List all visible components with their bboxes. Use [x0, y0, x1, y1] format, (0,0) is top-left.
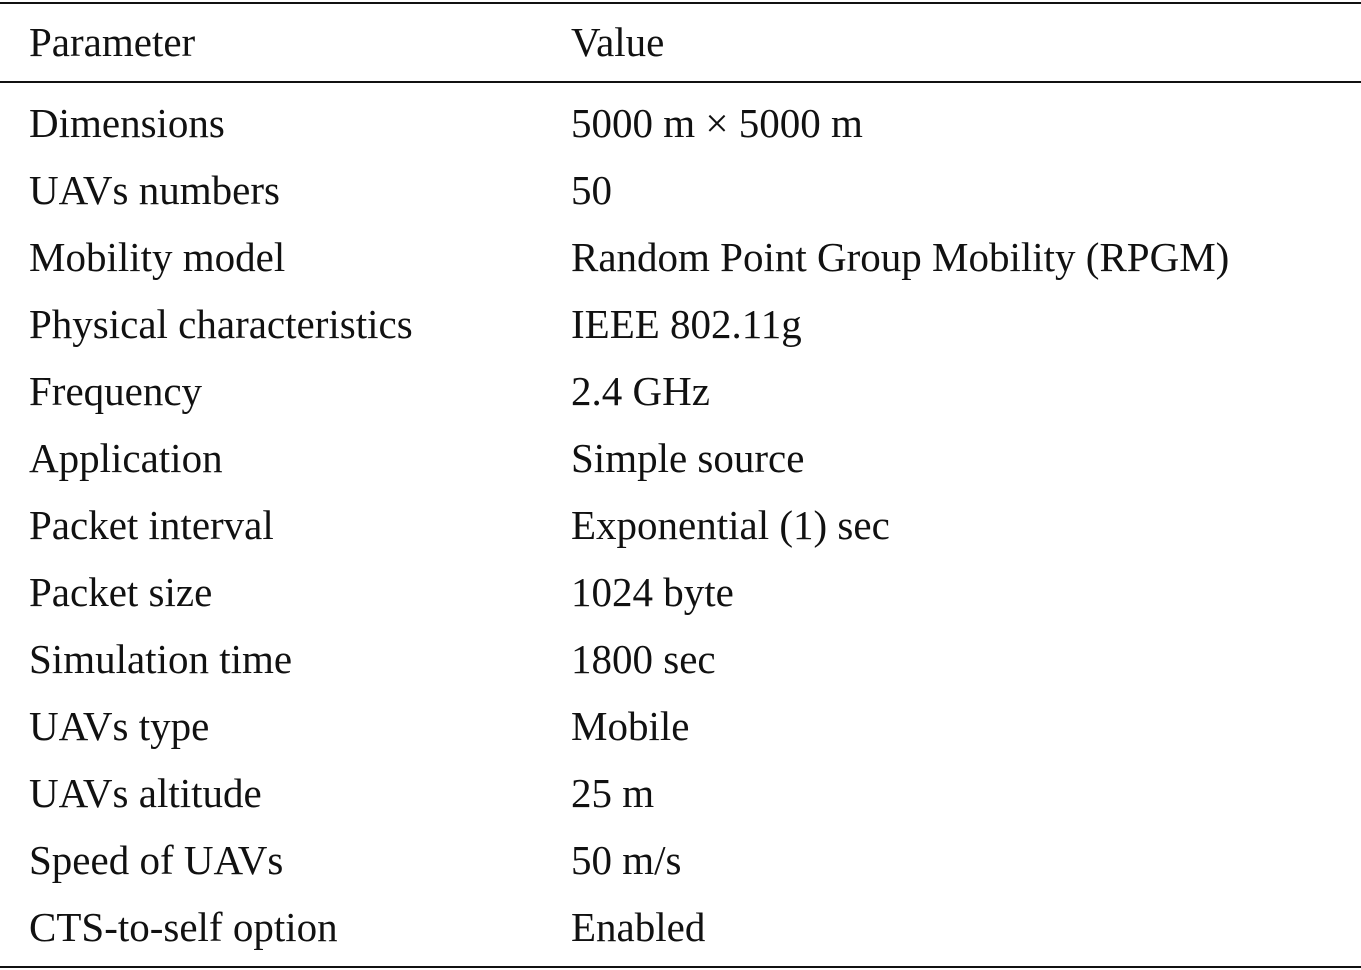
row-value: Exponential (1) sec [571, 502, 890, 548]
row-parameter: Simulation time [29, 636, 293, 682]
row-parameter: Dimensions [29, 100, 225, 146]
row-value: Mobile [571, 703, 690, 749]
row-parameter: Speed of UAVs [29, 837, 284, 883]
row-value: 1800 sec [571, 636, 716, 682]
row-parameter: Frequency [29, 368, 203, 414]
row-parameter: UAVs type [29, 703, 210, 749]
row-parameter: CTS-to-self option [29, 904, 338, 950]
row-parameter: UAVs numbers [29, 167, 280, 213]
row-value: 1024 byte [571, 569, 734, 615]
row-parameter: Packet size [29, 569, 213, 615]
header-parameter: Parameter [29, 19, 196, 65]
table-bottom-rule [0, 966, 1361, 968]
row-value: 50 [571, 167, 612, 213]
row-value: 5000 m × 5000 m [571, 100, 863, 146]
row-parameter: Physical characteristics [29, 301, 413, 347]
row-value: 2.4 GHz [571, 368, 710, 414]
row-parameter: UAVs altitude [29, 770, 262, 816]
header-value: Value [571, 19, 665, 65]
row-parameter: Mobility model [29, 234, 286, 280]
row-value: 50 m/s [571, 837, 682, 883]
row-value: IEEE 802.11g [571, 301, 802, 347]
row-value: 25 m [571, 770, 655, 816]
row-value: Enabled [571, 904, 706, 950]
row-value: Simple source [571, 435, 805, 481]
table-top-rule [0, 2, 1361, 4]
row-parameter: Packet interval [29, 502, 274, 548]
row-parameter: Application [29, 435, 223, 481]
row-value: Random Point Group Mobility (RPGM) [571, 234, 1230, 280]
table-header-rule [0, 81, 1361, 83]
